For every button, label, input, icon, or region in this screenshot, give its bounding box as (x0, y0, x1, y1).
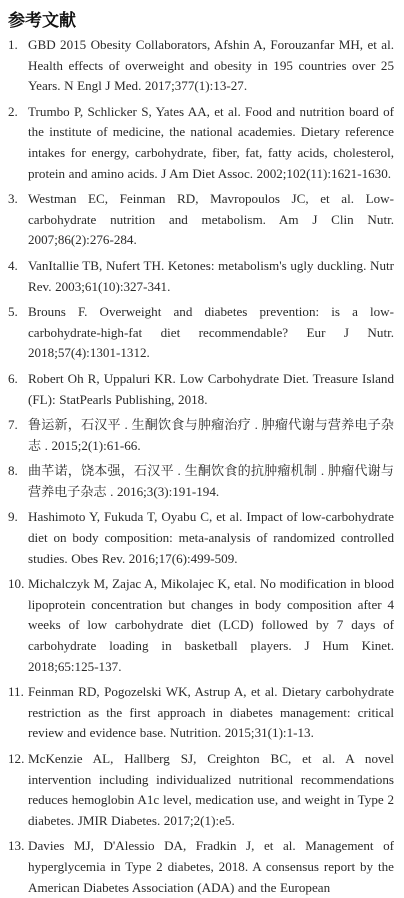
reference-text: Westman EC, Feinman RD, Mavropoulos JC, et al. Low-carbohydrate nutrition and metabolism. Am J Clin Nutr. 2007;86(2):276-284. (28, 191, 394, 248)
reference-text: 鲁运新，石汉平 . 生酮饮食与肿瘤治疗 . 肿瘤代谢与营养电子杂志 . 2015;2(1):61-66. (28, 417, 394, 453)
reference-number: 6. (8, 370, 18, 386)
reference-number: 5. (8, 304, 18, 320)
reference-text: Feinman RD, Pogozelski WK, Astrup A, et al. Dietary carbohydrate restriction as the first approach in diabetes management: critical review and evidence base. Nutrition. 2015;31(1):1-13. (28, 684, 394, 741)
reference-item (8, 189, 394, 251)
reference-number: 11. (8, 684, 24, 700)
reference-number: 3. (8, 191, 18, 207)
reference-item (8, 369, 394, 410)
reference-number: 10. (8, 576, 25, 592)
reference-text: VanItallie TB, Nufert TH. Ketones: metabolism's ugly duckling. Nutr Rev. 2003;61(10):327-341. (28, 257, 394, 294)
reference-item (8, 461, 394, 502)
reference-item (8, 256, 394, 297)
reference-item (8, 507, 394, 569)
reference-number: 4. (8, 257, 18, 273)
reference-number: 12. (8, 751, 25, 766)
reference-item (8, 302, 394, 364)
reference-item (8, 415, 394, 456)
reference-number: 9. (8, 509, 18, 525)
reference-number: 2. (8, 103, 18, 119)
reference-text: 曲芊诺，饶本强，石汉平 . 生酮饮食的抗肿瘤机制 . 肿瘤代谢与营养电子杂志 . 2016;3(3):191-194. (28, 463, 394, 499)
references-heading: 参考文献 (8, 11, 76, 31)
reference-text: Trumbo P, Schlicker S, Yates AA, et al. Food and nutrition board of the institute of medicine, the national academies. Dietary reference intakes for energy, carbohydrate, fiber, fat, fatty acids, cholesterol, protein and amino acids. J Am Diet Assoc. 2002;102(11):1621-1630. (28, 103, 394, 181)
reference-text: Robert Oh R, Uppaluri KR. Low Carbohydrate Diet. Treasure Island (FL): StatPearls Publishing, 2018. (28, 370, 394, 407)
reference-item (8, 749, 394, 831)
reference-text: Davies MJ, D'Alessio DA, Fradkin J, et al. Management of hyperglycemia in Type 2 diabetes, 2018. A consensus report by the American Diabetes Association (ADA) and the European (28, 838, 394, 895)
reference-text: Brouns F. Overweight and diabetes prevention: is a low-carbohydrate-high-fat diet recommendable? Eur J Nutr. 2018;57(4):1301-1312. (28, 304, 394, 361)
reference-number: 1. (8, 37, 18, 52)
reference-text: GBD 2015 Obesity Collaborators, Afshin A, Forouzanfar MH, et al. Health effects of overweight and obesity in 195 countries over 25 Years. N Engl J Med. 2017;377(1):13-27. (28, 37, 394, 94)
reference-item (8, 35, 394, 97)
references-list (8, 35, 394, 898)
reference-item (8, 574, 394, 677)
reference-number: 8. (8, 463, 18, 479)
reference-item (8, 682, 394, 744)
reference-item (8, 836, 394, 898)
reference-text: Michalczyk M, Zajac A, Mikolajec K, etal. No modification in blood lipoprotein concentration but changes in body composition after 4 weeks of low carbohydrate diet (LCD) followed by 7 days of carbohydrate loading in basketball players. J Hum Kinet. 2018;65:125-137. (28, 576, 394, 674)
reference-number: 13. (8, 838, 25, 854)
reference-number: 7. (8, 417, 18, 433)
reference-text: McKenzie AL, Hallberg SJ, Creighton BC, et al. A novel intervention including individualized nutritional recommendations reduces hemoglobin A1c level, medication use, and weight in Type 2 diabetes. JMIR Diabetes. 2017;2(1):e5. (28, 751, 394, 828)
reference-item (8, 102, 394, 184)
reference-text: Hashimoto Y, Fukuda T, Oyabu C, et al. Impact of low-carbohydrate diet on body composition: meta-analysis of randomized controlled studies. Obes Rev. 2016;17(6):499-509. (28, 509, 394, 566)
